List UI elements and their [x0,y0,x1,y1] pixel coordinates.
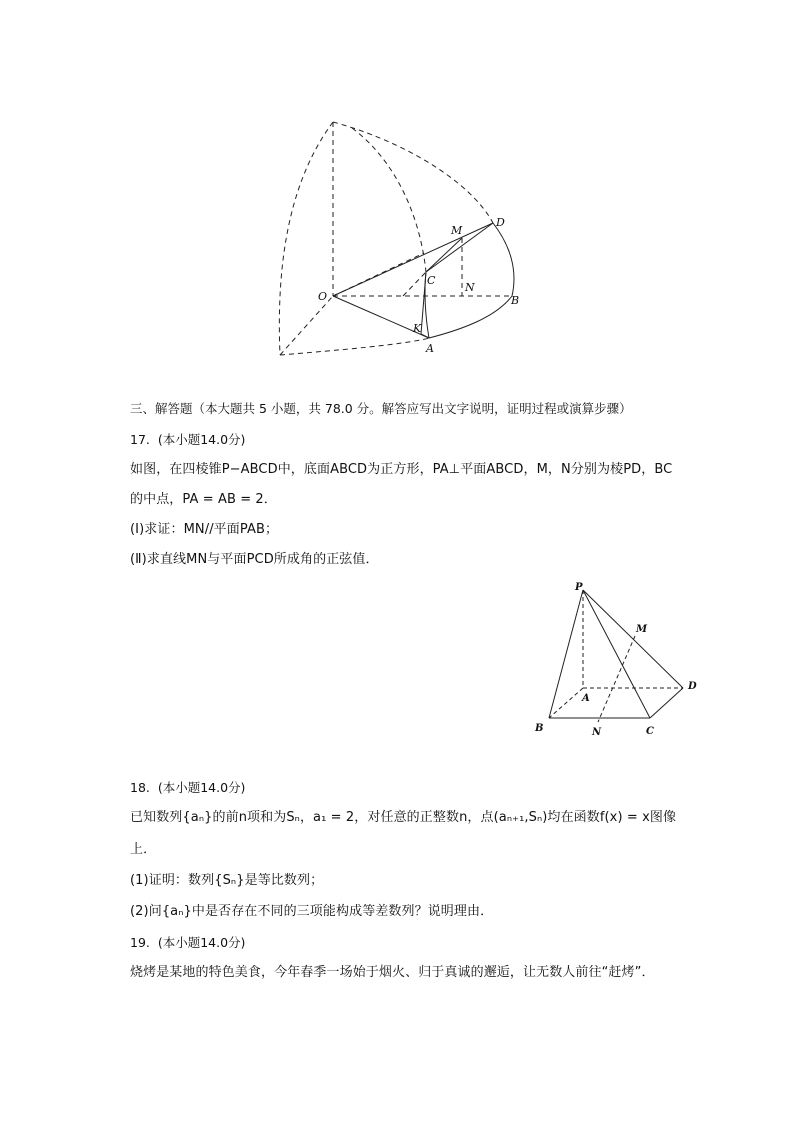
label-d: D [496,216,505,229]
q18-stem-line2: 上． [130,842,157,857]
label-a2: A [582,693,590,704]
edge-cd [650,688,683,718]
q18-score: (本小题14.0分) [157,780,246,795]
q17-header [130,431,245,449]
label-k: K [413,322,422,335]
q17-number: 17. [130,432,150,447]
pyramid-figure [530,578,705,738]
q17-part1: (Ⅰ)求证：MN//平面PAB； [130,522,279,537]
label-d2: D [688,681,697,692]
label-b: B [511,294,520,307]
q18-part2: (2)问{aₙ}中是否存在不同的三项能构成等差数列？说明理由． [130,904,494,919]
q17-stem-line1: 如图，在四棱锥P−ABCD中，底面ABCD为正方形，PA⊥平面ABCD，M，N分别为棱PD，BC [130,462,673,477]
q18-part1: (1)证明：数列{Sₙ}是等比数列； [130,873,324,888]
q17-part2: (Ⅱ)求直线MN与平面PCD所成角的正弦值． [130,552,379,567]
sphere-octant-figure [268,95,538,360]
label-n: N [465,281,475,294]
label-c2: C [646,726,654,737]
q18-stem-line1: 已知数列{aₙ}的前n项和为Sₙ，a₁ = 2，对任意的正整数n，点(aₙ₊₁,Sₙ)均在函数f(x) = x图像 [130,810,677,825]
line-ka [421,334,429,338]
arc-ab [429,296,512,338]
label-a: A [426,342,434,355]
arc-top-right [333,122,493,223]
label-c: C [427,274,436,287]
q19-stem-line1: 烧烤是某地的特色美食，今年春季一场始于烟火、归于真诚的邂逅，让无数人前往“赶烤”． [130,965,655,980]
edge-pb [549,590,583,718]
q19-score: (本小题14.0分) [157,935,246,950]
line-oa-back [280,296,333,355]
q18-header [130,779,245,797]
arc-bottom [280,338,430,355]
label-p: P [575,582,583,593]
label-b2: B [535,723,544,734]
label-n2: N [592,727,602,738]
edge-ab [549,688,583,718]
edge-pc [583,590,650,718]
arc-inner-upper [352,128,426,272]
label-m2: M [636,624,648,635]
edge-pd [583,590,683,688]
section-heading: 三、解答题（本大题共 5 小题，共 78.0 分。解答应写出文字说明，证明过程或演算步骤） [130,401,632,416]
q17-score: (本小题14.0分) [157,432,246,447]
arc-top-left [279,122,333,355]
q17-stem-line2: 的中点，PA = AB = 2． [130,492,277,507]
line-cm [426,238,462,272]
arc-db [493,223,514,296]
q19-number: 19. [130,935,150,950]
q18-number: 18. [130,780,150,795]
q19-header [130,934,245,952]
label-o: O [318,290,328,303]
label-m: M [451,224,463,237]
line-a-center [403,272,426,296]
